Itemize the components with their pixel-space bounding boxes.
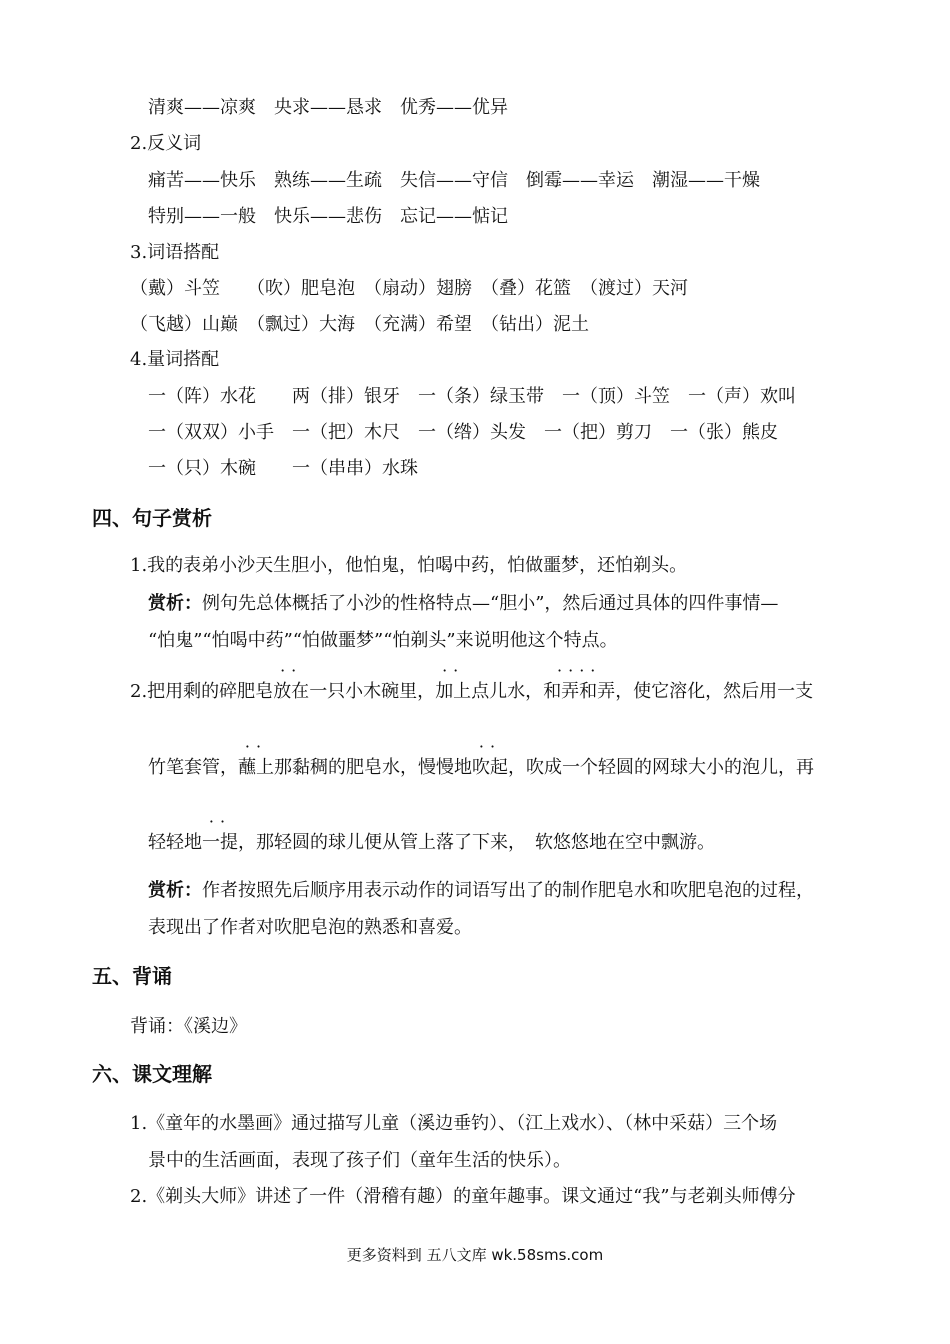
emphasized-word-text: 和弄和弄 — [543, 681, 616, 702]
analysis-2-line-1 — [148, 878, 814, 904]
emphasized-word — [472, 737, 508, 781]
analysis-2-line-2: 表现出了作者对吹肥皂泡的熟悉和喜爱。 — [148, 917, 472, 938]
antonyms-line-2: 特别——一般 快乐——悲伤 忘记——惦记 — [148, 206, 508, 227]
s2-text: 点儿水， — [471, 681, 544, 702]
emphasis-dots: ·· — [442, 661, 465, 680]
section-6-heading: 六、课文理解 — [92, 1062, 212, 1086]
analysis-2-text: 作者按照先后顺序用表示动作的词语写出了的制作肥皂水和吹肥皂泡的过程， — [202, 880, 814, 901]
synonyms-line: 清爽——凉爽 央求——恳求 优秀——优异 — [148, 97, 508, 118]
emphasis-dots: ·· — [478, 737, 502, 756]
s2-text: 一只小木碗里， — [309, 681, 436, 702]
collocations-title: 3.词语搭配 — [130, 242, 220, 263]
section-5-heading: 五、背诵 — [92, 964, 172, 988]
measure-words-line-3: 一（只）木碗 一（串串）水珠 — [148, 458, 418, 479]
emphasized-word-text: 吹起 — [472, 757, 508, 778]
sentence-2-line-2 — [148, 737, 814, 781]
collocations-line-2: （飞越）山巅 （飘过）大海 （充满）希望 （钻出）泥土 — [130, 314, 589, 335]
footer-link[interactable]: 更多资料到 五八文库 wk.58sms.com — [346, 1246, 604, 1264]
emphasized-word — [238, 737, 274, 781]
emphasized-word-text: 蘸上 — [238, 757, 274, 778]
analysis-1-line-1 — [148, 591, 778, 617]
collocations-line-1: （戴）斗笠 （吹）肥皂泡 （扇动）翅膀 （叠）花篮 （渡过）天河 — [130, 278, 688, 299]
analysis-1-text: 例句先总体概括了小沙的性格特点—“胆小”，然后通过具体的四件事情— — [202, 593, 779, 614]
emphasized-word — [202, 812, 238, 856]
emphasis-dots: ···· — [557, 661, 602, 680]
emphasis-dots: ·· — [280, 661, 303, 680]
emphasized-word-text: 一提 — [202, 832, 238, 853]
sentence-2-line-3 — [148, 812, 715, 856]
emphasized-word — [435, 661, 472, 705]
measure-words-line-1: 一（阵）水花 两（排）银牙 一（条）绿玉带 一（顶）斗笠 一（声）欢叫 — [148, 386, 796, 407]
understanding-2-line-1: 2.《剃头大师》讲述了一件（滑稽有趣）的童年趣事。课文通过“我”与老剃头师傅分 — [130, 1186, 796, 1207]
understanding-1-line-2: 景中的生活画面，表现了孩子们（童年生活的快乐）。 — [148, 1150, 571, 1171]
s2-text: ，使它溶化，然后用一支 — [615, 681, 814, 702]
emphasis-dots: ·· — [244, 737, 268, 756]
emphasized-word — [273, 661, 310, 705]
s2-text: 竹笔套管， — [148, 757, 238, 778]
antonyms-title: 2.反义词 — [130, 133, 202, 154]
emphasized-word-text: 加上 — [435, 681, 472, 702]
measure-words-title: 4.量词搭配 — [130, 349, 220, 370]
recite-text: 背诵：《溪边》 — [130, 1016, 247, 1037]
emphasized-word — [543, 661, 616, 705]
antonyms-line-1: 痛苦——快乐 熟练——生疏 失信——守信 倒霉——幸运 潮湿——干燥 — [148, 170, 760, 191]
analysis-1-line-2: “怕鬼”“怕喝中药”“怕做噩梦”“怕剃头”来说明他这个特点。 — [148, 630, 618, 651]
analysis-label: 赏析： — [148, 593, 202, 614]
measure-words-line-2: 一（双双）小手 一（把）木尺 一（绺）头发 一（把）剪刀 一（张）熊皮 — [148, 422, 778, 443]
s2-text: ，那轻圆的球儿便从管上落了下来， 软悠悠地在空中飘游。 — [238, 832, 715, 853]
s2-text: 2.把用剩的碎肥皂 — [130, 681, 274, 702]
analysis-label: 赏析： — [148, 880, 202, 901]
emphasized-word-text: 放在 — [273, 681, 310, 702]
sentence-1: 1.我的表弟小沙天生胆小，他怕鬼，怕喝中药，怕做噩梦，还怕剃头。 — [130, 555, 688, 576]
s2-text: ，吹成一个轻圆的网球大小的泡儿，再 — [508, 757, 814, 778]
s2-text: 那黏稠的肥皂水，慢慢地 — [274, 757, 472, 778]
section-4-heading: 四、句子赏析 — [92, 506, 212, 530]
sentence-2-line-1 — [130, 661, 814, 705]
emphasis-dots: ·· — [208, 812, 232, 831]
understanding-1-line-1: 1.《童年的水墨画》通过描写儿童（溪边垂钓）、（江上戏水）、（林中采菇）三个场 — [130, 1113, 778, 1134]
s2-text: 轻轻地 — [148, 832, 202, 853]
